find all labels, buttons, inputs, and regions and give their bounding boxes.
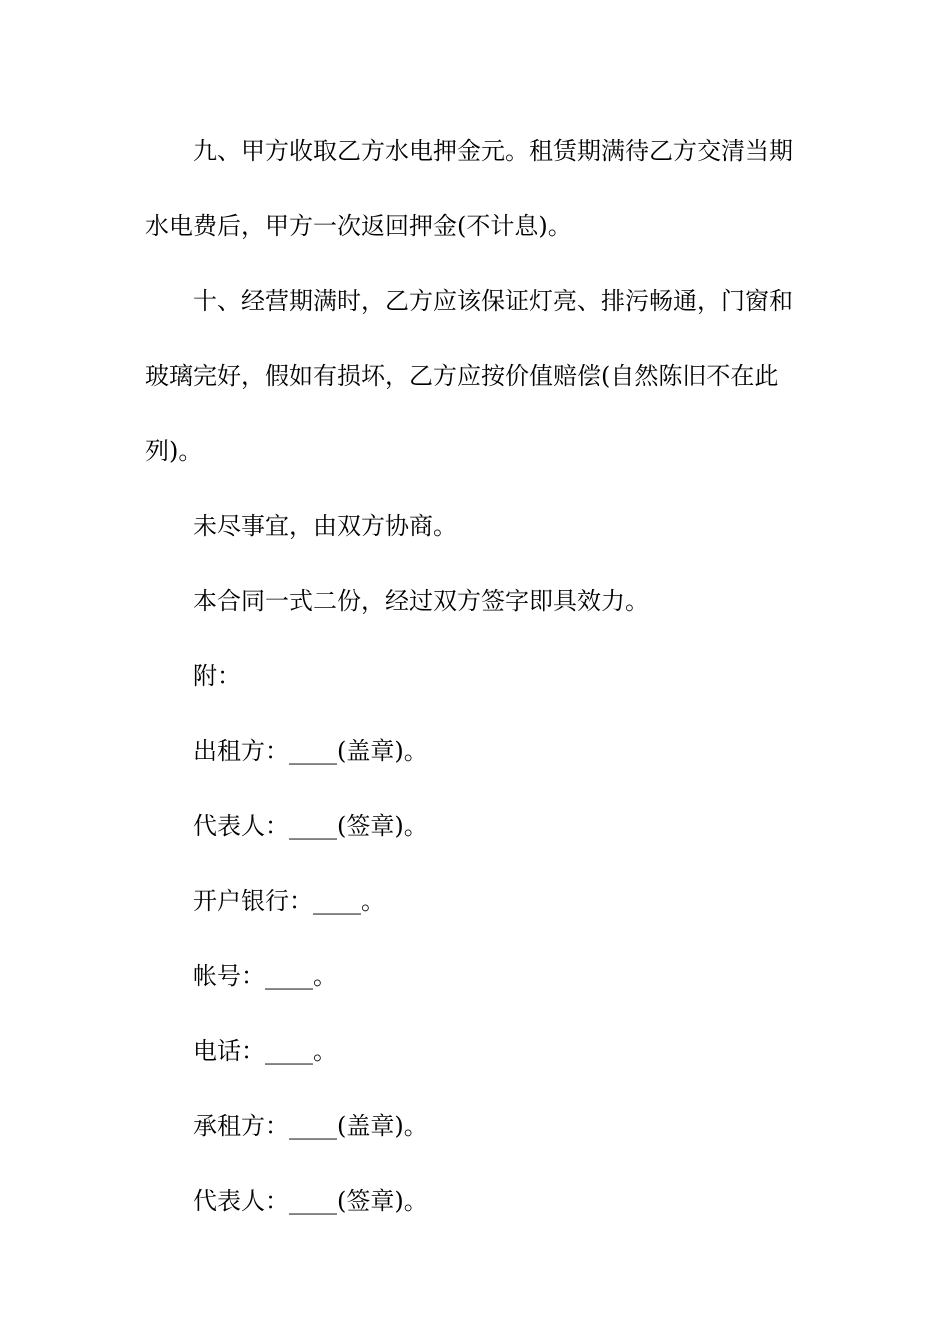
clause-nine-line-1: 九、甲方收取乙方水电押金元。租赁期满待乙方交清当期 [193, 137, 793, 165]
lessor-representative-field: 代表人：____(签章)。 [193, 812, 428, 840]
lessor-field: 出租方：____(盖章)。 [193, 737, 428, 765]
lessee-field: 承租方：____(盖章)。 [193, 1112, 428, 1140]
account-number-field: 帐号：____。 [193, 962, 337, 990]
appendix-label: 附： [193, 662, 241, 690]
phone-field: 电话：____。 [193, 1037, 337, 1065]
clause-nine-line-2: 水电费后，甲方一次返回押金(不计息)。 [145, 212, 572, 240]
unfinished-matters-text: 未尽事宜，由双方协商。 [193, 512, 457, 540]
contract-copies-text: 本合同一式二份，经过双方签字即具效力。 [193, 587, 649, 615]
bank-field: 开户银行：____。 [193, 887, 385, 915]
lessee-representative-field: 代表人：____(签章)。 [193, 1187, 428, 1215]
clause-ten-line-2: 玻璃完好，假如有损坏，乙方应按价值赔偿(自然陈旧不在此 [145, 362, 779, 390]
clause-ten-line-3: 列)。 [145, 437, 203, 465]
clause-ten-line-1: 十、经营期满时，乙方应该保证灯亮、排污畅通，门窗和 [193, 287, 793, 315]
